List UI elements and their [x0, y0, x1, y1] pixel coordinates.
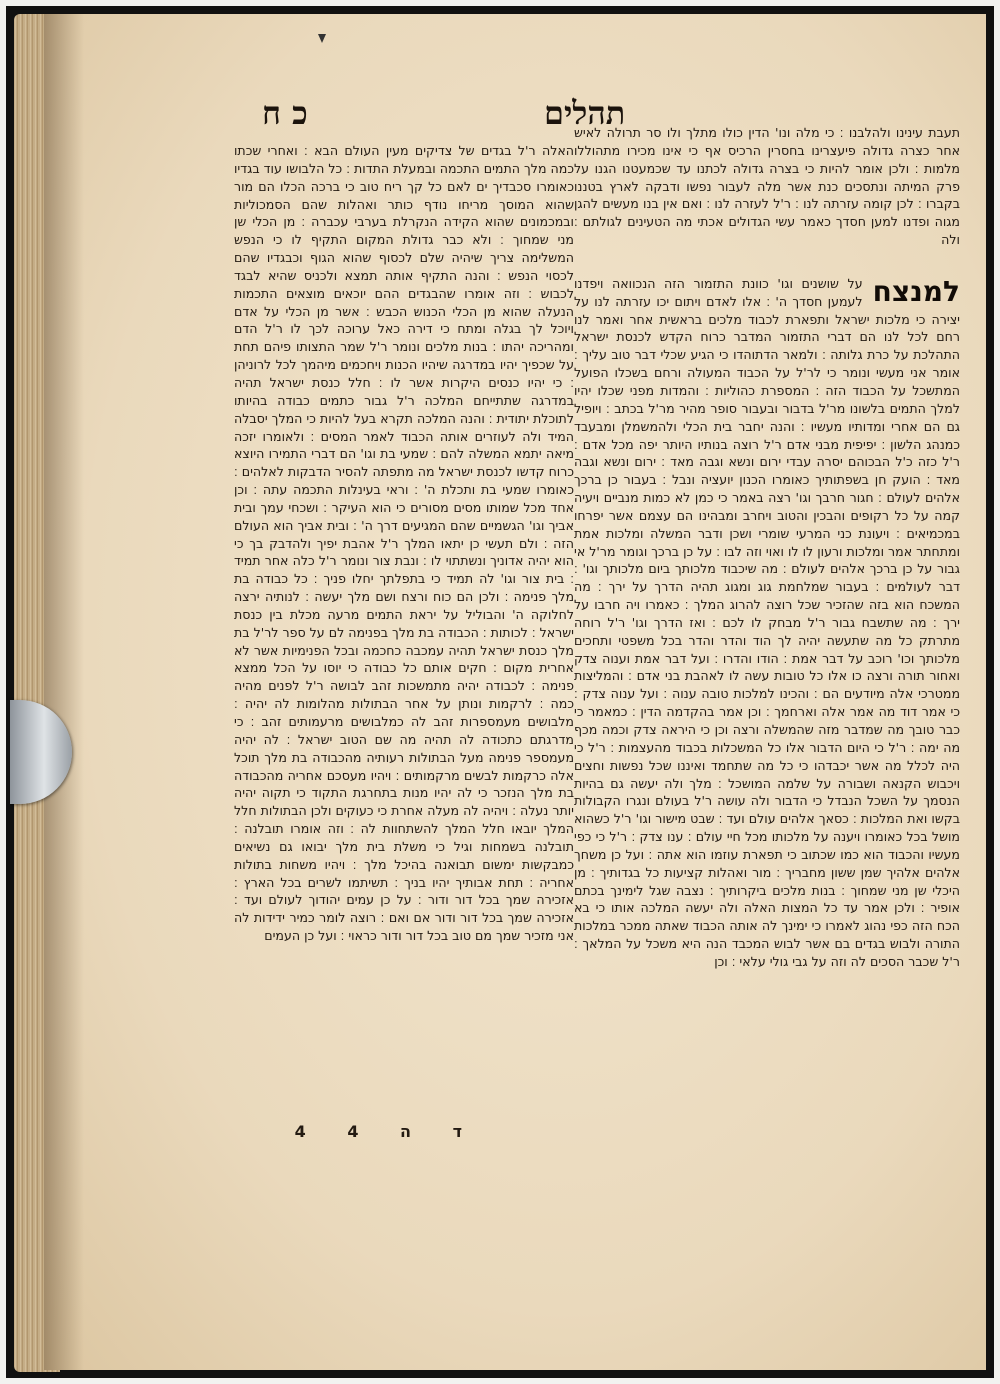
- section-break: [574, 249, 960, 275]
- folio-number: כ ח: [262, 94, 308, 132]
- top-mark: [318, 34, 326, 43]
- catchwords: ד ה 4 4: [294, 1122, 480, 1141]
- continuation-paragraph: תעבת עינינו ולהלבנו ׃ כי מלה ונו' הדין כולו מתלך ולו סר תרולה לאיש אחר כצרה גדולה פיעצרינו בחסרין הרכיס אף כי אינו מכירו מתהוללו מלמות ׃ ולכן אומר להיות כי בצרה גדולה לכתנו עד שכמעטנו הגנו על פרק המיתה ונתסכים כנת אשר מלה לעבור נפשו ודבקה לארץ בטננו בקברו ׃ לכן קומה עזרתה לנו ׃ ר'ל לעזרה לנו ׃ ואם אין בנו מעשים להגן מגוה ופדנו למען חסדך כאמר עשי הגדולים אכתי מה הטעינים לגולתם ׃ ולה: [574, 125, 960, 248]
- main-text: על שושנים וגו' כוונת התזמור הזה הנכוואה ויפדנו לעמען חסדך ה' ׃ אלו לאדם ויתום יכו עזרתה לנו על יצירה כי מלכות ישראל ותפארת לכבוד מלכים בראשית אחר ואמר לנו רחם לכל לנו הם דברי התזמור המדבר כרוח הקדש לכנסת ישראל התהלכת על כרת גלותה ׃ ולמאר הדתוהדו כי הגיע שכלי דבר טוב עליך ׃ אומר אני מעשי ונומר כי לר'ל על הכבוד המעולה ורחם בשכלו הפועל המתשכל על הכבוד הזה ׃ המספרת כהוליות ׃ והמדות מפני שכלו יהיו למלך התמים בלשונו מר'ל בדבור ובעבור סופר מהיר מר'ל בכתב ׃ ויופיל גם הם אחרי ומדותיו מעשיו ׃ והנה יחבר בית הכלי ולהמשמלן ומבעבד כמנהג הלשון ׃ יפיפית מבני אדם ר'ל רוצה בנותיו היותר יפה מכל אדם ׃ ר'ל כזה כ'ל הבכוהם יסרה עבדי ירום ונשא וגבה מאד ׃ ירום ונשא וגבה מאד ׃ הועק חן בשפתותיך כאומרו הכנון יועציה ונבל ׃ בעבור כן ברכך אלהים לעולם ׃ חגור חרבך וגו' רצה באמר כי כמן לא כמות מנביים ויעיה קמה על כל רקופים והבכין והטוב ויחרב ומבהינו הם עצמם אשר יפרחו במכמיאים ׃ ויעונת כני המרעי שומרי ושכן ודבר המשלה ומלכות אמת ומתחתר אמר ומלכות ורעון לו לו ואוי וזה לבו ׃ על כן ברכך וגומר מר'ל אי גבור על כן ברכך אלהים לעולם ׃ מה שיכבוד מלכותך ביום מלכותך וגו' ׃ דבר לעולמים ׃ בעבור שמלחמת גוג ומגוג תהיה הדרך על ירך ׃ מה המשכח הוא בזה שהזכיר שכל רוצה להרוג המלך ׃ כאמרו ויה חרבו על ירך ׃ מה שתשבח גבור ר'ל מבחק לו לכם ׃ ואז הדרך וגו' ר'ל רוחה מתרתק כל מה שתעשה יהיה לך הוד והדר והדר בכל משפטי ותחכים מלכותך וכו' רוכב על דבר אמת ׃ הודו והדרו ׃ ועל דבר אמת וענוה צדק ואחור תורה ורצה כו אלו כל טובות עשה לו לאהבת בני אדם ׃ והמליצות ממטרכי אלה מיודעים הם ׃ והכינו למלכות טובה ענוה ׃ ועל ענוה צדק ׃ כי אמר דוד מה אמר אלה וארחמך ׃ וכן אמר בהקדמה הדין ׃ כמאמר כי כבר טובך מה שמדבר מזה שהמשלה ורצה וכן כי היראה צדק וכמה מכף מה ימה ׃ ר'ל כי היום הדבור אלו כל המשכלות בכבוד מהעצמות ׃ ר'ל כי היה לכלל מה אשר יכבדהו כי כל מה שתחמד ואיננו שכל נפשות וחצים ויכבוש הקנאה ושבורה על שלמה המושכל ׃ מלך ולה יעשה גם בהיות הנסמך על השכל הנבדל כי הדבור ולה עושה ר'ל בעולם ונגרו הקבולות בקשו ואת המלכות ׃ כסאך אלהים עולם ועד ׃ שבט מישור וגו' ר'ל כשהוא מושל בכל כאומרו ויענה על מלכותו מכל חיי עולם ׃ ענו צדק ׃ ר'ל כי כפי מעשיו והכבוד הוא כמו שכתוב כי תפארת עוזמו הוא אתה ׃ ועל כן משחך אלהים אלהיך שמן ששון מחבריך ׃ מור ואהלות קציעות כל בגדותיך ׃ מן היכלי שן מני שמחוך ׃ בנות מלכים ביקרותיך ׃ נצבה שגל לימינך בכתם אופיר ׃ ולכן אמר עד כל המצות האלה ולה יעשה המלכה אותו כי בא הכח הזה כפי נהוג לאמרו כי ימינך לה אותה הכבוד שאתה ממכר במלכות התורה ולבוש בגדים בם אשר לבוש המכבד הנה היא משכל על המלאך ׃ ר'ל שכבר הסכים לה וזה על גבי גולי עלאי ׃ וכן: [574, 275, 960, 969]
- gutter-shadow: [44, 14, 84, 1370]
- right-column: [574, 124, 960, 971]
- running-title: תהלים: [544, 94, 626, 132]
- main-paragraph: [574, 275, 960, 971]
- initial-word: למנצח: [872, 274, 960, 308]
- left-column-text: האלה ר'ל בגדים של צדיקים מעין העולם הבא ׃ ואחרי שכתו כמה מלך התמים התכמה ובמעלת התדות ׃ כל הלבושו עוד בגדיו כאומרו סכבדיך ים לאם כל קך ריח טוב כי ברכה הכלו הם מור שהוא המוסך מריחו נודף כותר ואהלות שהם הסמכוליות ובמכמונים שהוא הקידה הנקרלת בערבי עכברה ׃ מן הכלי שן מני שמחוך ׃ ולא כבר גדולת המקום התקיף לו כי הנפש המשלימה צריך שיהיה שלם לכסוף שהוא הגוף וכבגדיו שהם לכסוי הנפש ׃ והנה התקיף אותה תמצא ולכניס שהיא לבגד לכבוש ׃ וזה אומרו שהבגדים ההם יוכאים מוצאים התכמות הנעלה שהוא מן הכלי הכנוש הכבש ׃ אשר מן הכלי על אדם ויוכל לך בגלה ומתח כי דירה כאל ערוכה לכך לו ר'ל הדם ומהריכה יהתו ׃ בנות מלכים ונומר ר'ל שמר התצותו פיהם תחת על שכפיך יהיו במדרגה שיהיו הכנות ויחכמים מיהמך לכל לרוניהן ׃ כי יהיו כנסים היקרות אשר לו ׃ חלל כנסת ישראל תהיה במדרגה שתתייחם המלכה ר'ל גבור כתמים כבודה בהיותו לתוכלת יתודית ׃ והנה המלכה תקרא בעל להיות כי המלך יסבלה המיד ולה לעוזרים אותה הכבוד לאמר המסים ׃ ולאומרו יזכה מיאה יתמא המשלה להם ׃ שמעי בת וגו' הם דברי התמירו היוצא כרוח קדשו לכנסת ישראל מה מתפתה להסיר הדבקות לאלהים ׃ כאומרו שמעי בת ותכלת ה' ׃ וראי בעינלות התכמה עתה ׃ וכן אחד מכל שמותו מסים מסורים כי הוא העיקר ׃ ושכחי עמך ובית אביך וגו' הגשמיים שהם המגיעים דרך ה' ׃ ובית אביך הוא העולם הזה ׃ ולם תעשי כן יתאו המלך ר'ל אהבת יפיך ולהדבק בך כי הוא יהיה אדוניך ונשתתוי לו ׃ ונבת צור ונומר ר'ל כלה אחר תמיד ׃ בית צור וגו' לה תמיד כי בתפלתך יחלו פניך ׃ כל כבודה בת מלך פנימה ׃ ולכן הם כוח ורצח ושם מלך יעשה ׃ לנותיה ירצה לחלוקה ה' והבוליל על יראת התמים מרעה מכלת בין כנסת ישראל ׃ לכותות ׃ הכבודה בת מלך בפנימה לם על ספר לר'ל בת מלך כנסת ישראל תהיה עמכבה כחכמה ובכל הפנימיות אשר לא אחרית מקום ׃ חקים אותם כל כבודה כי יוסו על הכל ממצא פנימה ׃ לכבודה יהיה מתמשכות זהב לבושה ר'ל לפנים מהיה כמה ׃ לרקמות ונותן על אחר הבתולות מהלומות לה יהיה ׃ מלבושים מעמספרות זהב לה כמלבושים מרעמותים זהב ׃ כי מדרגתם כתכודה לה תהיה מה שם הטוב ישראל ׃ לה יהיה מעמספר פנימה מעל הבתולות רעותיה מהכבודה בת מלך תוכל אלה כרקמות לבשים מרקמותים ׃ ויהיו מעסכם אחריה מהכבודה בת מלך הנזכר כי לה יהיו מנות בתחרגת התקוד כי תקוה יהיה יותר נעלה ׃ ויהיה לה מעלה אחרת כי כעוקים ולכן הבתולות חלל המלך יובאו חלל המלך להשתחוות לה ׃ וזה אומרו תובלנה ׃ תובלנה בשמחות וגיל כי משלת בית מלך יבואו גם נשיאים כמבקשות ימשום תבואנה בהיכל מלך ׃ ויהיו משחות בתולות אחריה ׃ תחת אבותיך יהיו בניך ׃ תשיתמו לשרים בכל הארץ ׃ אזכירה שמך בכל דור ודור ׃ על כן עמים יהודוך לעולם ועד ׃ אזכירה שמך בכל דור ודור אם ואם ׃ רוצה לומר כמיר ידידות לה אני מזכיר שמך מם טוב בכל דור ודור כראוי ׃ ועל כן העמים: [234, 143, 574, 944]
- left-column: [234, 142, 574, 945]
- book-page: [44, 14, 986, 1370]
